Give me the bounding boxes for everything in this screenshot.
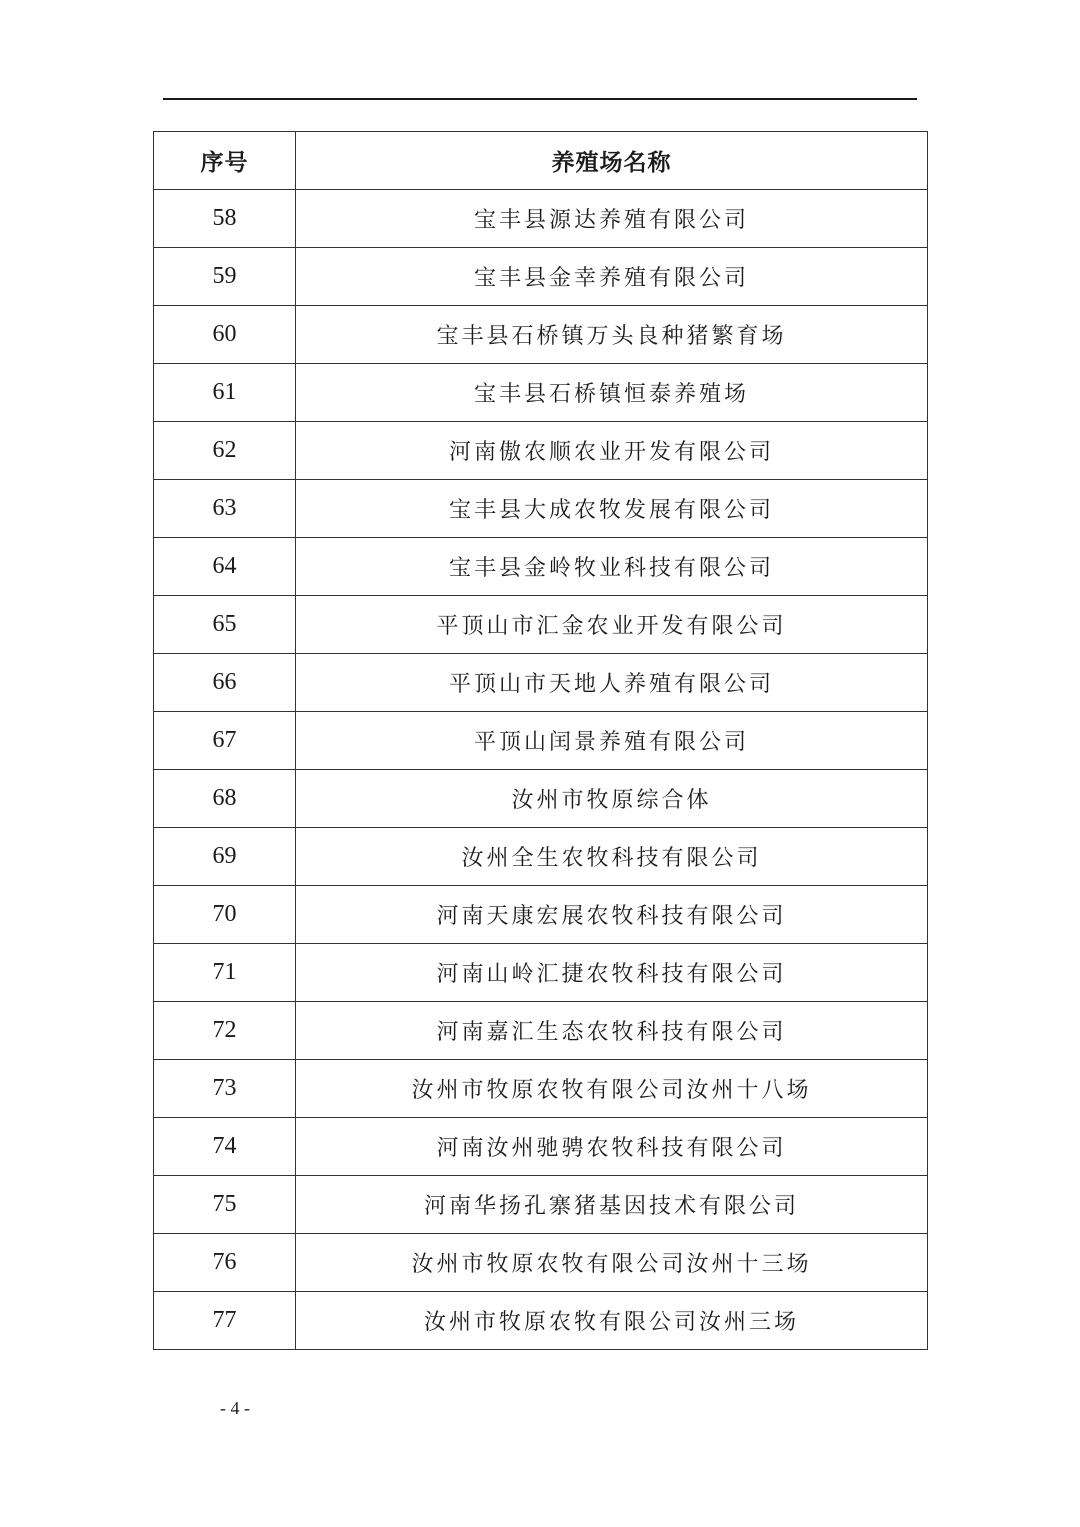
row-farm-name: 宝丰县大成农牧发展有限公司 bbox=[296, 480, 928, 538]
row-farm-name: 平顶山市天地人养殖有限公司 bbox=[296, 654, 928, 712]
table-row bbox=[154, 422, 928, 480]
table-row bbox=[154, 190, 928, 248]
table-row bbox=[154, 1002, 928, 1060]
header-farm-name: 养殖场名称 bbox=[296, 132, 928, 190]
table-row bbox=[154, 538, 928, 596]
table-row bbox=[154, 1118, 928, 1176]
row-index: 63 bbox=[154, 480, 296, 538]
row-index: 71 bbox=[154, 944, 296, 1002]
row-index: 59 bbox=[154, 248, 296, 306]
row-index: 73 bbox=[154, 1060, 296, 1118]
row-farm-name: 河南嘉汇生态农牧科技有限公司 bbox=[296, 1002, 928, 1060]
table-row bbox=[154, 480, 928, 538]
table-row bbox=[154, 596, 928, 654]
table-row bbox=[154, 306, 928, 364]
row-index: 69 bbox=[154, 828, 296, 886]
row-farm-name: 平顶山市汇金农业开发有限公司 bbox=[296, 596, 928, 654]
table-row bbox=[154, 770, 928, 828]
row-index: 76 bbox=[154, 1234, 296, 1292]
row-farm-name: 宝丰县金岭牧业科技有限公司 bbox=[296, 538, 928, 596]
table-row bbox=[154, 1060, 928, 1118]
row-index: 60 bbox=[154, 306, 296, 364]
row-farm-name: 河南山岭汇捷农牧科技有限公司 bbox=[296, 944, 928, 1002]
row-farm-name: 宝丰县金幸养殖有限公司 bbox=[296, 248, 928, 306]
row-farm-name: 河南傲农顺农业开发有限公司 bbox=[296, 422, 928, 480]
page-number: - 4 - bbox=[220, 1398, 250, 1418]
row-index: 65 bbox=[154, 596, 296, 654]
row-index: 64 bbox=[154, 538, 296, 596]
row-farm-name: 汝州全生农牧科技有限公司 bbox=[296, 828, 928, 886]
row-index: 67 bbox=[154, 712, 296, 770]
row-index: 77 bbox=[154, 1292, 296, 1350]
table-row bbox=[154, 944, 928, 1002]
row-index: 74 bbox=[154, 1118, 296, 1176]
row-index: 66 bbox=[154, 654, 296, 712]
table-row bbox=[154, 1292, 928, 1350]
row-farm-name: 宝丰县石桥镇恒泰养殖场 bbox=[296, 364, 928, 422]
table-row bbox=[154, 828, 928, 886]
header-rule bbox=[163, 98, 917, 100]
row-index: 75 bbox=[154, 1176, 296, 1234]
table-row bbox=[154, 712, 928, 770]
row-farm-name: 河南汝州驰骋农牧科技有限公司 bbox=[296, 1118, 928, 1176]
row-farm-name: 宝丰县石桥镇万头良种猪繁育场 bbox=[296, 306, 928, 364]
table-row bbox=[154, 248, 928, 306]
row-farm-name: 汝州市牧原农牧有限公司汝州十八场 bbox=[296, 1060, 928, 1118]
row-index: 62 bbox=[154, 422, 296, 480]
row-index: 58 bbox=[154, 190, 296, 248]
table-row bbox=[154, 364, 928, 422]
row-index: 70 bbox=[154, 886, 296, 944]
farm-list-table bbox=[153, 131, 928, 1350]
row-farm-name: 汝州市牧原农牧有限公司汝州十三场 bbox=[296, 1234, 928, 1292]
row-farm-name: 汝州市牧原农牧有限公司汝州三场 bbox=[296, 1292, 928, 1350]
row-farm-name: 汝州市牧原综合体 bbox=[296, 770, 928, 828]
table-row bbox=[154, 886, 928, 944]
row-farm-name: 河南华扬孔寨猪基因技术有限公司 bbox=[296, 1176, 928, 1234]
row-farm-name: 平顶山闰景养殖有限公司 bbox=[296, 712, 928, 770]
table-row bbox=[154, 1176, 928, 1234]
row-index: 61 bbox=[154, 364, 296, 422]
row-index: 68 bbox=[154, 770, 296, 828]
header-index: 序号 bbox=[154, 132, 296, 190]
table-header-row bbox=[154, 132, 928, 190]
row-index: 72 bbox=[154, 1002, 296, 1060]
table-row bbox=[154, 1234, 928, 1292]
row-farm-name: 河南天康宏展农牧科技有限公司 bbox=[296, 886, 928, 944]
table-row bbox=[154, 654, 928, 712]
row-farm-name: 宝丰县源达养殖有限公司 bbox=[296, 190, 928, 248]
